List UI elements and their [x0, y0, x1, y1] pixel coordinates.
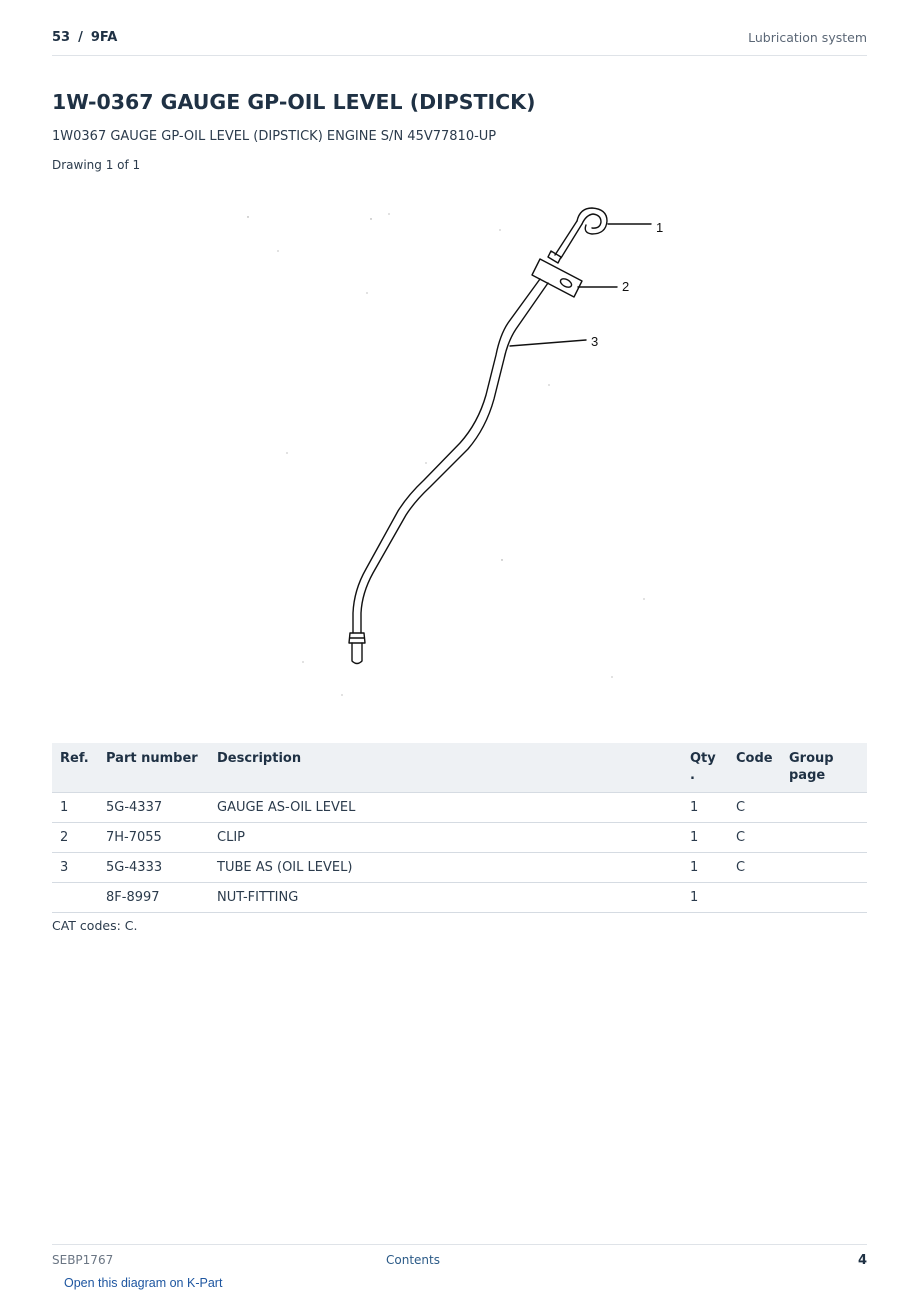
cell-qty: 1 — [682, 883, 728, 913]
cat-codes-note: CAT codes: C. — [52, 918, 138, 933]
rod-nut — [548, 251, 561, 263]
ring-handle-inner — [582, 214, 601, 228]
cell-code — [728, 883, 781, 913]
cell-qty: 1 — [682, 853, 728, 883]
page-title: 1W-0367 GAUGE GP-OIL LEVEL (DIPSTICK) — [52, 90, 536, 114]
cell-group-page — [781, 793, 867, 823]
table-row — [52, 793, 867, 823]
table-row — [52, 883, 867, 913]
cell-code: C — [728, 853, 781, 883]
header-group-page-line2: page — [789, 768, 826, 783]
page-ref[interactable]: 53 — [52, 30, 71, 45]
page-number: 4 — [857, 1253, 867, 1268]
dipstick-diagram — [240, 195, 680, 705]
cell-group-page — [781, 883, 867, 913]
cell-ref: 1 — [52, 793, 98, 823]
tube-wall-left — [353, 279, 540, 633]
table-row — [52, 823, 867, 853]
cell-code: C — [728, 823, 781, 853]
callout-1: 1 — [656, 220, 664, 235]
callout-3: 3 — [591, 334, 599, 349]
clip-outline — [532, 259, 582, 297]
cell-description: TUBE AS (OIL LEVEL) — [209, 853, 682, 883]
parts-table — [52, 743, 867, 913]
callout-2: 2 — [622, 279, 630, 294]
drawing-label: Drawing 1 of 1 — [52, 158, 141, 172]
cell-description: GAUGE AS-OIL LEVEL — [209, 793, 682, 823]
header-qty — [682, 743, 728, 793]
cell-part-number[interactable]: 7H-7055 — [98, 823, 209, 853]
cell-description: CLIP — [209, 823, 682, 853]
cell-qty: 1 — [682, 823, 728, 853]
ring-handle — [577, 208, 607, 234]
header-qty-line1: Qty — [690, 751, 716, 766]
cell-ref: 2 — [52, 823, 98, 853]
header-part-number: Part number — [98, 743, 209, 793]
breadcrumb — [52, 30, 117, 45]
cell-group-page — [781, 823, 867, 853]
leader-line-3 — [510, 340, 586, 346]
header-qty-line2: . — [690, 768, 695, 783]
page-header — [52, 28, 867, 56]
table-row — [52, 853, 867, 883]
kpart-diagram-link[interactable]: Open this diagram on K-Part — [64, 1276, 223, 1290]
parts-table-header — [52, 743, 867, 793]
header-group-page — [781, 743, 867, 793]
scan-specks — [247, 213, 644, 695]
cell-part-number[interactable]: 8F-8997 — [98, 883, 209, 913]
cell-part-number[interactable]: 5G-4337 — [98, 793, 209, 823]
cell-ref: 3 — [52, 853, 98, 883]
header-ref: Ref. — [52, 743, 98, 793]
header-group-page-line1: Group — [789, 751, 834, 766]
tube-wall-right — [361, 283, 548, 633]
document-id: SEBP1767 — [52, 1253, 114, 1267]
page-footer — [52, 1244, 867, 1275]
model-code[interactable]: 9FA — [90, 30, 118, 45]
breadcrumb-separator: / — [78, 30, 83, 45]
cell-code: C — [728, 793, 781, 823]
clip-slot — [559, 277, 573, 289]
header-code: Code — [728, 743, 781, 793]
cell-group-page — [781, 853, 867, 883]
cell-qty: 1 — [682, 793, 728, 823]
section-name: Lubrication system — [748, 30, 867, 45]
cell-part-number[interactable]: 5G-4333 — [98, 853, 209, 883]
cell-ref — [52, 883, 98, 913]
cell-description: NUT-FITTING — [209, 883, 682, 913]
contents-link[interactable]: Contents — [386, 1253, 440, 1267]
bottom-spigot — [352, 643, 362, 664]
header-description: Description — [209, 743, 682, 793]
page-subtitle: 1W0367 GAUGE GP-OIL LEVEL (DIPSTICK) ENGINE S/N 45V77810-UP — [52, 129, 497, 144]
